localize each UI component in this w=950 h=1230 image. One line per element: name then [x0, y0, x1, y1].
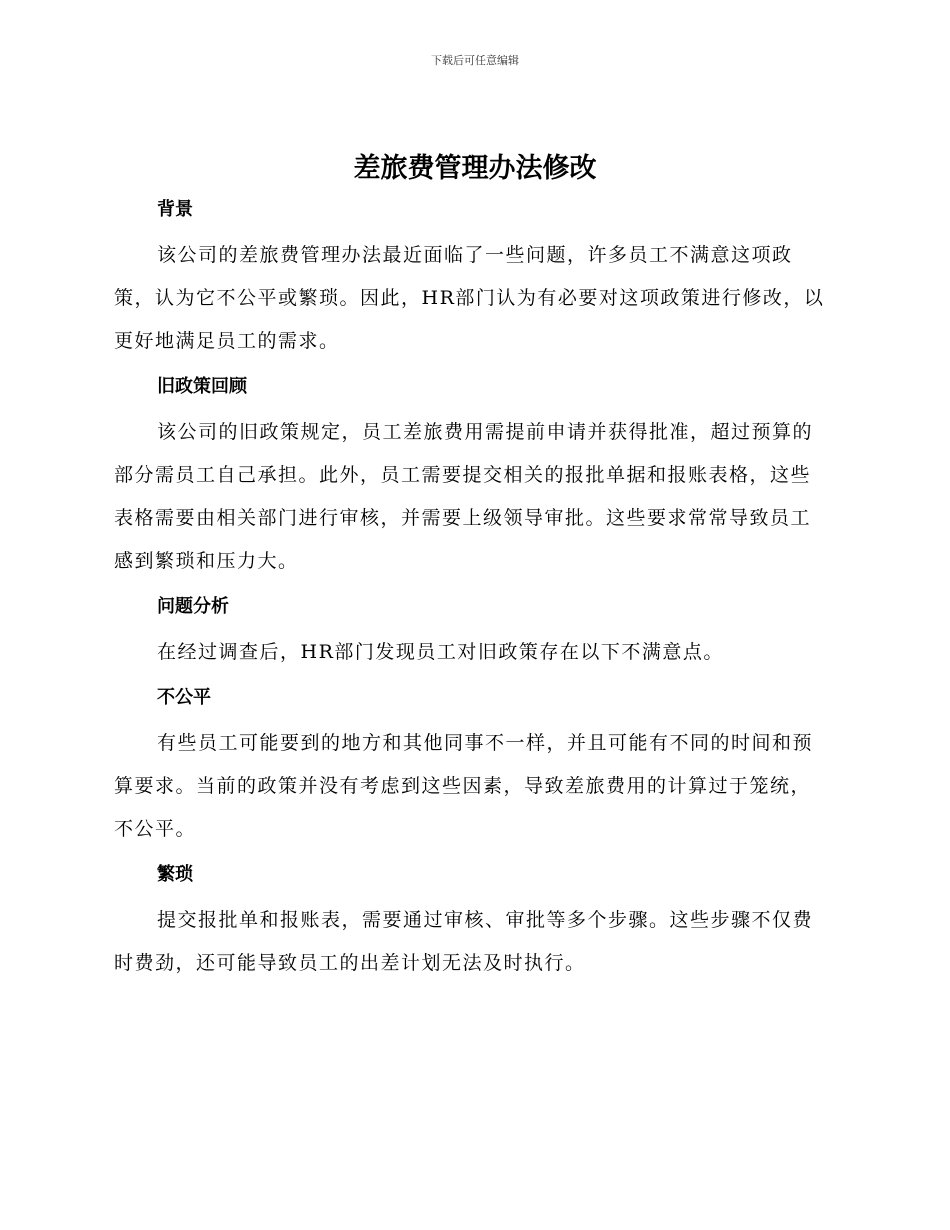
- section-problem-analysis: [114, 589, 830, 674]
- section-background: [114, 192, 830, 363]
- section-unfair: [114, 680, 830, 851]
- section-heading-problem-analysis: 问题分析: [157, 596, 229, 617]
- document-body: [114, 192, 830, 991]
- paragraph-problem-analysis: 在经过调查后，HR部门发现员工对旧政策存在以下不满意点。: [157, 641, 724, 663]
- paragraph-unfair: 有些员工可能要到的地方和其他同事不一样，并且可能有不同的时间和预算要求。当前的政策并没有考虑到这些因素，导致差旅费用的计算过于笼统，不公平。: [114, 732, 814, 840]
- section-heading-background: 背景: [157, 199, 193, 220]
- section-heading-old-policy-review: 旧政策回顾: [157, 376, 247, 397]
- section-heading-cumbersome: 繁琐: [157, 864, 193, 885]
- paragraph-cumbersome: 提交报批单和报账表，需要通过审核、审批等多个步骤。这些步骤不仅费时费劲，还可能导致员工的出差计划无法及时执行。: [114, 909, 814, 974]
- document-title: 差旅费管理办法修改: [353, 153, 597, 184]
- section-heading-unfair: 不公平: [157, 687, 211, 708]
- paragraph-old-policy-review: 该公司的旧政策规定，员工差旅费用需提前申请并获得批准，超过预算的部分需员工自己承担。此外，员工需要提交相关的报批单据和报账表格，这些表格需要由相关部门进行审核，并需要上级领导审批。这些要求常常导致员工感到繁琐和压力大。: [114, 421, 814, 572]
- section-cumbersome: [114, 857, 830, 985]
- paragraph-background: 该公司的差旅费管理办法最近面临了一些问题，许多员工不满意这项政策，认为它不公平或繁琐。因此，HR部门认为有必要对这项政策进行修改，以更好地满足员工的需求。: [114, 244, 825, 352]
- section-old-policy-review: [114, 369, 830, 583]
- page-header-note: 下载后可任意编辑: [431, 54, 519, 67]
